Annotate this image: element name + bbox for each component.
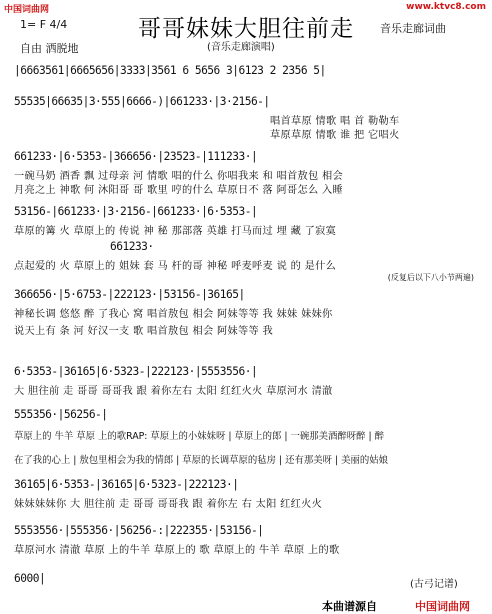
lyric-line: 大 胆往前 走 哥哥 哥哥我 跟 着你左右 太阳 红红火火 草原河水 清澈	[14, 386, 333, 397]
melody-line: 661233·	[110, 240, 154, 253]
site-url-right: www.ktvc8.com	[406, 2, 486, 12]
key-signature: 1= F 4/4	[20, 18, 68, 31]
site-logo-left: 中国词曲网	[4, 5, 50, 15]
lyric-line: 说天上有 条 河 好汉一支 歌 唱首敖包 相会 阿妹等等 我	[14, 326, 274, 337]
lyric-line: 唱首草原 情歌 唱 首 勒勒车	[270, 116, 400, 127]
transcriber-credit: (古弓记谱)	[410, 579, 458, 590]
lyric-line: 妹妹妹妹你 大 胆往前 走 哥哥 哥哥我 跟 着你左 右 太阳 红红火火	[14, 499, 323, 510]
lyric-line: 草原的篝 火 草原上的 传说 神 秘 那部落 英雄 打马而过 埋 藏 了寂寞	[14, 226, 337, 237]
singer: (音乐走廊演唱)	[207, 42, 275, 53]
melody-line: 36165|6·5353-|36165|6·5323-|222123·|	[14, 478, 239, 491]
melody-line: 55535|66635|3·555|6666-)|661233·|3·2156-|	[14, 95, 270, 108]
composer: 音乐走廊词曲	[380, 22, 446, 35]
melody-line: 555356·|56256-|	[14, 408, 108, 421]
lyric-line: 草原草原 情歌 谁 把 它唱火	[270, 130, 400, 141]
melody-line: 53156-|661233·|3·2156-|661233·|6·5353-|	[14, 205, 258, 218]
melody-line: |6663561|6665656|3333|3561 6 5656 3|6123 2 2356 5|	[14, 64, 326, 77]
lyric-line: 神秘长调 悠悠 醉 了我心 窝 唱首敖包 相会 阿妹等等 我 妹妹 妹妹你	[14, 309, 333, 320]
lyric-line: 在了我的心上 | 敖包里相会为我的情郎 | 草原的长调草原的毡房 | 还有那美呀 | 美丽的姑娘	[14, 455, 388, 466]
melody-line: 661233·|6·5353-|366656·|23523-|111233·|	[14, 150, 258, 163]
page-title: 哥哥妹妹大胆往前走	[138, 16, 354, 42]
melody-line: 5553556·|555356·|56256-:|222355·|53156-|	[14, 524, 264, 537]
source-site-link[interactable]: 中国词曲网	[415, 600, 470, 613]
lyric-line: 点起爱的 火 草原上的 姐妹 套 马 杆的哥 神秘 呼麦呼麦 说 的 是什么	[14, 261, 337, 272]
tempo-style: 自由 洒脱地	[20, 42, 79, 55]
lyric-line: 一碗马奶 酒香 飘 过母亲 河 情歌 唱的什么 你唱我来 和 唱首敖包 相会	[14, 171, 344, 182]
repeat-note: (反复后以下八小节两遍)	[387, 273, 474, 282]
melody-line: 366656·|5·6753-|222123·|53156-|36165|	[14, 288, 245, 301]
lyric-line: 草原河水 清澈 草原 上的牛羊 草原上的 歌 草原上的 牛羊 草原 上的歌	[14, 545, 340, 556]
melody-line: 6000|	[14, 572, 46, 585]
lyric-line: 月亮之上 神歌 何 沐阳哥 哥 歌里 哼的什么 草原日不 落 阿哥怎么 入睡	[14, 185, 344, 196]
lyric-line: 草原上的 牛羊 草原 上的歌RAP: 草原上的小妹妹呀 | 草原上的郎 | 一碗那美酒醉呀醉 | 醉	[14, 431, 385, 442]
source-label: 本曲谱源自	[322, 600, 377, 613]
melody-line: 6·5353-|36165|6·5323-|222123·|5553556·|	[14, 365, 258, 378]
